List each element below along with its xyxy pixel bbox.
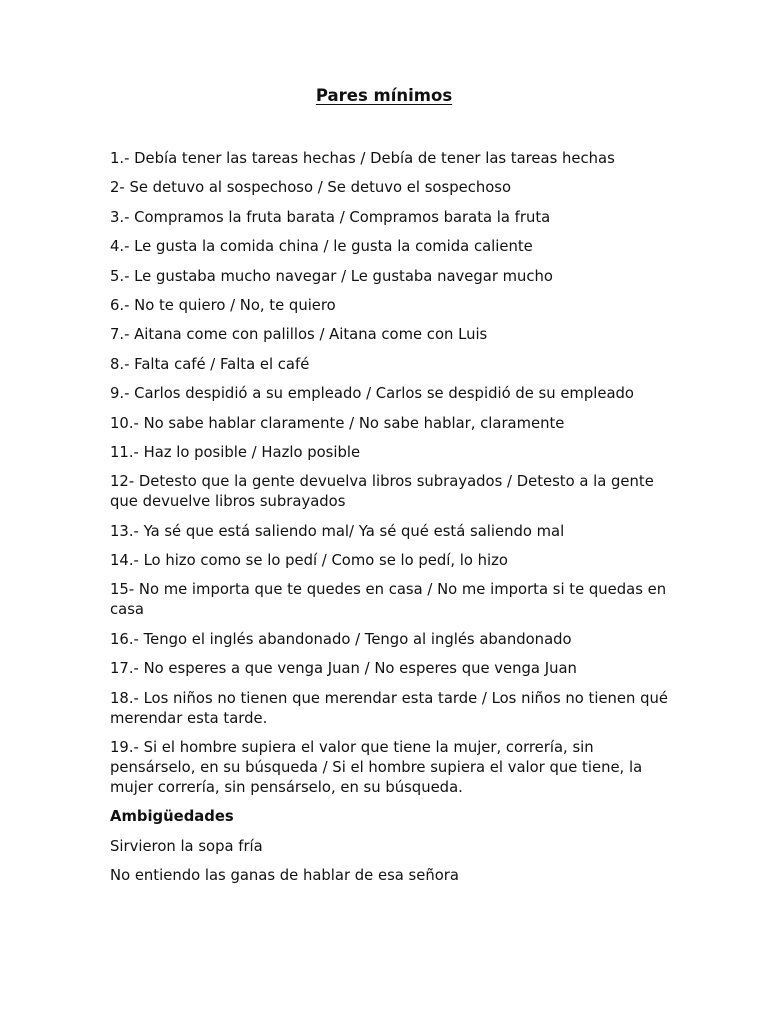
pair-item: 18.- Los niños no tienen que merendar esta tarde / Los niños no tienen qué merendar esta tarde. bbox=[110, 689, 668, 727]
pair-item: 12- Detesto que la gente devuelva libros subrayados / Detesto a la gente que devuelve libros subrayados bbox=[110, 473, 654, 511]
pair-item: 16.- Tengo el inglés abandonado / Tengo al inglés abandonado bbox=[110, 630, 572, 648]
section-heading: Ambigüedades bbox=[110, 808, 234, 826]
pair-item: 19.- Si el hombre supiera el valor que tiene la mujer, correría, sin pensárselo, en su búsqueda / Si el hombre supiera el valor que tiene, la mujer correría, sin pensárselo, en su búsqueda. bbox=[110, 739, 643, 797]
pair-item: 3.- Compramos la fruta barata / Compramos barata la fruta bbox=[110, 208, 551, 226]
ambiguity-item: No entiendo las ganas de hablar de esa señora bbox=[110, 867, 459, 885]
pair-item: 4.- Le gusta la comida china / le gusta la comida caliente bbox=[110, 238, 533, 256]
pair-item: 7.- Aitana come con palillos / Aitana come con Luis bbox=[110, 326, 488, 344]
pair-item: 14.- Lo hizo como se lo pedí / Como se lo pedí, lo hizo bbox=[110, 552, 508, 570]
document-body bbox=[110, 149, 670, 896]
pair-item: 11.- Haz lo posible / Hazlo posible bbox=[110, 443, 361, 461]
pair-item: 5.- Le gustaba mucho navegar / Le gustaba navegar mucho bbox=[110, 267, 553, 285]
pair-item: 8.- Falta café / Falta el café bbox=[110, 355, 310, 373]
pair-item: 15- No me importa que te quedes en casa / No me importa si te quedas en casa bbox=[110, 581, 667, 619]
pair-item: 6.- No te quiero / No, te quiero bbox=[110, 296, 336, 314]
pair-item: 13.- Ya sé que está saliendo mal/ Ya sé qué está saliendo mal bbox=[110, 522, 565, 540]
pair-item: 2- Se detuvo al sospechoso / Se detuvo el sospechoso bbox=[110, 179, 512, 197]
pair-item: 9.- Carlos despidió a su empleado / Carlos se despidió de su empleado bbox=[110, 385, 634, 403]
pair-item: 17.- No esperes a que venga Juan / No esperes que venga Juan bbox=[110, 660, 577, 678]
ambiguity-item: Sirvieron la sopa fría bbox=[110, 837, 263, 855]
document-title: Pares mínimos bbox=[315, 86, 453, 105]
pair-item: 1.- Debía tener las tareas hechas / Debía de tener las tareas hechas bbox=[110, 150, 615, 167]
pair-item: 10.- No sabe hablar claramente / No sabe hablar, claramente bbox=[110, 414, 565, 432]
